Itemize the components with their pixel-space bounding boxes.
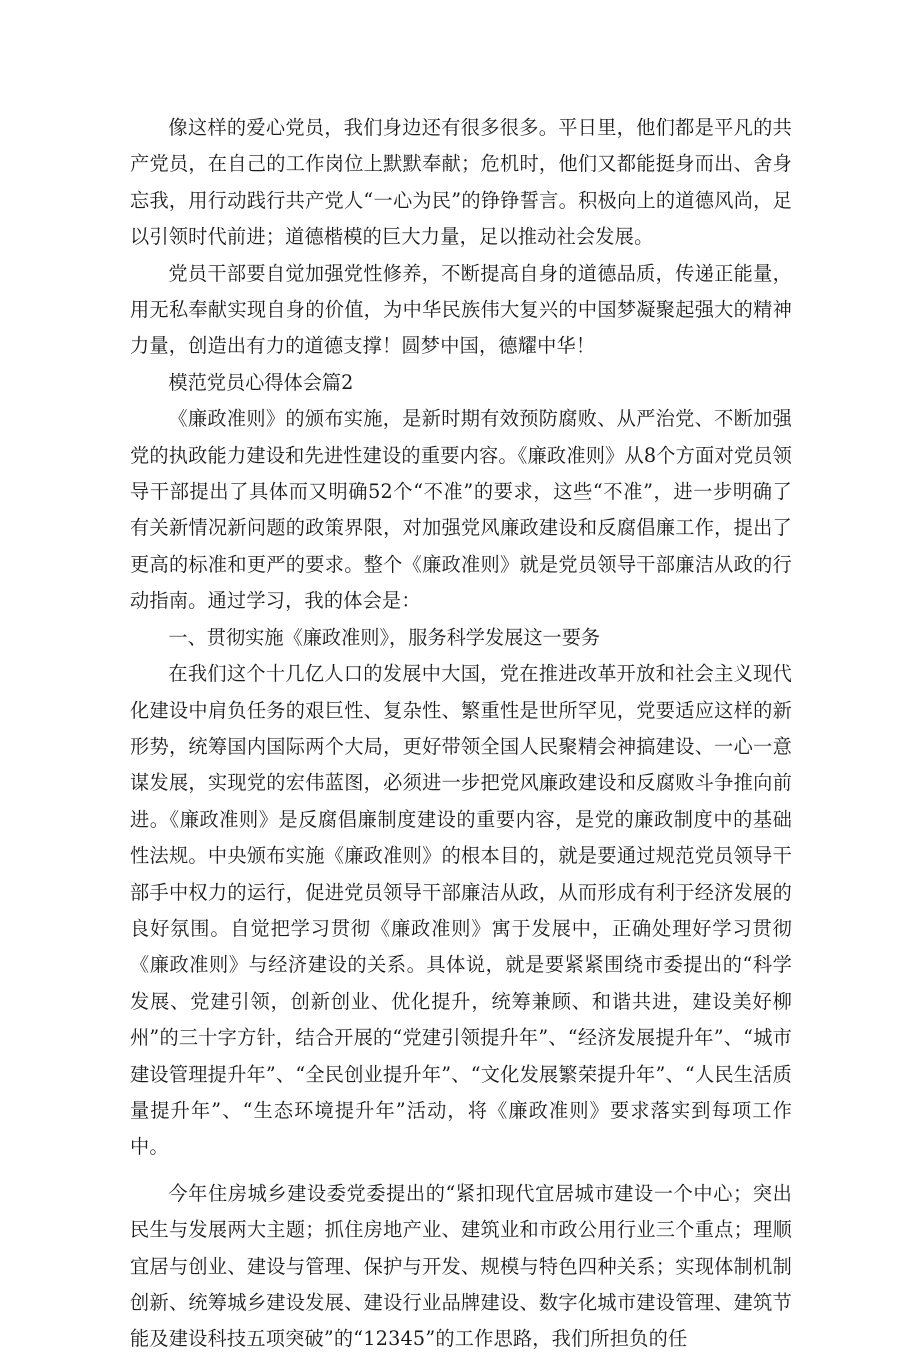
paragraph-cadre-cultivation: 党员干部要自觉加强党性修养，不断提高自身的道德品质，传递正能量，用无私奉献实现自身的价值，为中华民族伟大复兴的中国梦凝聚起强大的精神力量，创造出有力的道德支撑！圆梦中国，德耀中华！ bbox=[130, 261, 792, 358]
document-body bbox=[130, 110, 792, 1358]
paragraph-party-members: 像这样的爱心党员，我们身边还有很多很多。平日里，他们都是平凡的共产党员，在自己的工作岗位上默默奉献；危机时，他们又都能挺身而出、舍身忘我，用行动践行共产党人“一心为民”的铮铮誓言。积极向上的道德风尚，足以引领时代前进；道德楷模的巨大力量，足以推动社会发展。 bbox=[130, 116, 792, 249]
subsection-title: 一、贯彻实施《廉政准则》，服务科学发展这一要务 bbox=[168, 625, 601, 649]
paragraph-work-plan: 今年住房城乡建设委党委提出的“紧扣现代宜居城市建设一个中心；突出民生与发展两大主题；抓住房地产业、建筑业和市政公用行业三个重点；理顺宜居与创业、建设与管理、保护与开发、规模与特色四种关系；实现体制机制创新、统筹城乡建设发展、建设行业品牌建设、数字化城市建设管理、建筑节能及建设科技五项突破”的“12345”的工作思路，我们所担负的任 bbox=[130, 1181, 792, 1351]
paragraph-development: 在我们这个十几亿人口的发展中大国，党在推进改革开放和社会主义现代化建设中肩负任务的艰巨性、复杂性、繁重性是世所罕见，党要适应这样的新形势，统筹国内国际两个大局，更好带领全国人民聚精会神搞建设、一心一意谋发展，实现党的宏伟蓝图，必须进一步把党风廉政建设和反腐败斗争推向前进。《廉政准则》是反腐倡廉制度建设的重要内容，是党的廉政制度中的基础性法规。中央颁布实施《廉政准则》的根本目的，就是要通过规范党员领导干部手中权力的运行，促进党员领导干部廉洁从政，从而形成有利于经济发展的良好氛围。自觉把学习贯彻《廉政准则》寓于发展中，正确处理好学习贯彻《廉政准则》与经济建设的关系。具体说，就是要紧紧围绕市委提出的“科学发展、党建引领，创新创业、优化提升，统筹兼顾、和谐共进，建设美好柳州”的三十字方针，结合开展的“党建引领提升年”、“经济发展提升年”、“城市建设管理提升年”、“全民创业提升年”、“文化发展繁荣提升年”、“人民生活质量提升年”、“生态环境提升年”活动，将《廉政准则》要求落实到每项工作中。 bbox=[130, 662, 792, 1159]
section-title: 模范党员心得体会篇2 bbox=[168, 370, 354, 394]
paragraph-integrity-rules: 《廉政准则》的颁布实施，是新时期有效预防腐败、从严治党、不断加强党的执政能力建设和先进性建设的重要内容。《廉政准则》从8个方面对党员领导干部提出了具体而又明确52个“不准”的要求，这些“不准”，进一步明确了有关新情况新问题的政策界限，对加强党风廉政建设和反腐倡廉工作，提出了更高的标准和更严的要求。整个《廉政准则》就是党员领导干部廉洁从政的行动指南。通过学习，我的体会是： bbox=[130, 407, 792, 613]
